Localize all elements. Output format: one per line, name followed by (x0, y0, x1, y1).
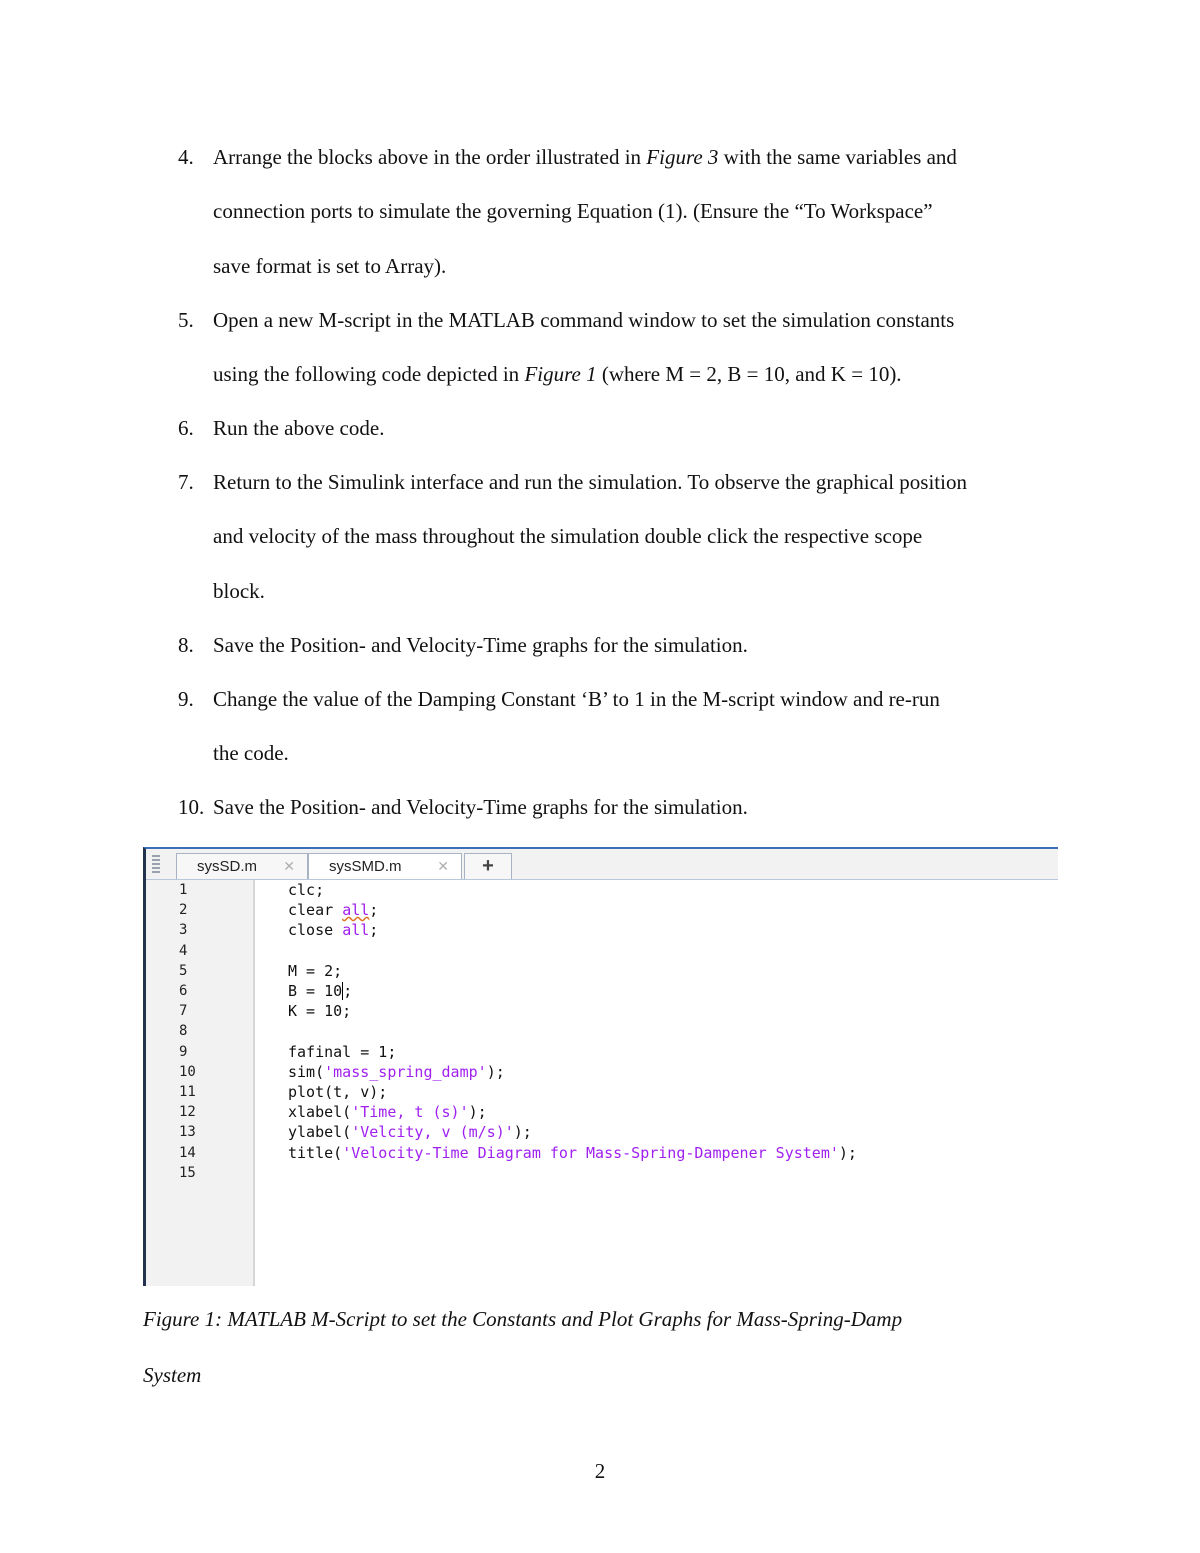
step-number: 10. (178, 795, 205, 819)
step-text: using the following code depicted in (213, 362, 525, 386)
line-number: 1 (179, 882, 188, 898)
code-line[interactable] (288, 900, 378, 920)
step-text-line (213, 414, 384, 442)
line-number: 15 (179, 1165, 196, 1181)
code-token: title( (288, 1144, 343, 1162)
step-text: Save the Position- and Velocity-Time graphs for the simulation. (213, 795, 748, 819)
step-text: save format is set to Array). (213, 254, 447, 278)
figure-caption (143, 1305, 1043, 1387)
code-token: ); (486, 1063, 505, 1081)
caption-line-1: Figure 1: MATLAB M-Script to set the Constants and Plot Graphs for Mass-Spring-Damp (143, 1307, 903, 1331)
line-number: 7 (179, 1003, 188, 1019)
code-token: M = 2; (288, 962, 343, 980)
code-token: ; (369, 901, 379, 919)
code-line[interactable] (288, 1082, 387, 1102)
step-number: 4. (178, 145, 194, 169)
close-icon[interactable]: ✕ (437, 858, 449, 874)
code-token: close (288, 921, 343, 939)
tab-syssmd[interactable] (308, 853, 462, 879)
figure-reference: Figure 3 (646, 145, 719, 169)
editor-tab-bar (146, 849, 1058, 880)
line-number: 14 (179, 1145, 196, 1161)
line-number: 3 (179, 922, 188, 938)
line-number: 4 (179, 943, 188, 959)
line-number: 8 (179, 1023, 188, 1039)
step-text: and velocity of the mass throughout the simulation double click the respective scope (213, 524, 923, 548)
tab-label: sysSMD.m (329, 858, 402, 875)
close-icon[interactable]: ✕ (283, 858, 295, 874)
step-text-line (213, 143, 957, 171)
step-text-line (213, 739, 289, 767)
line-number: 5 (179, 963, 188, 979)
step-text: with the same variables and (718, 145, 957, 169)
step-text-line (213, 468, 967, 496)
code-line[interactable] (288, 1122, 532, 1142)
new-tab-button[interactable]: + (464, 853, 512, 879)
step-text-line (213, 685, 940, 713)
code-line[interactable] (288, 880, 324, 900)
caption-line-2: System (143, 1363, 202, 1387)
code-token: ); (468, 1103, 487, 1121)
step-number: 9. (178, 687, 194, 711)
step-text-line (213, 306, 954, 334)
code-keyword: all (342, 921, 370, 939)
step-text-line (213, 793, 748, 821)
code-line[interactable] (288, 1042, 396, 1062)
code-token: B = 10 (288, 982, 343, 1000)
code-token: ; (343, 982, 353, 1000)
code-line[interactable] (288, 1062, 505, 1082)
step-text-line (213, 522, 922, 550)
code-string: 'mass_spring_damp' (324, 1063, 487, 1081)
code-token: ); (838, 1144, 857, 1162)
code-token: clc; (288, 881, 325, 899)
code-string: 'Velocity-Time Diagram for Mass-Spring-Dampener System' (342, 1144, 839, 1162)
code-string: 'Velcity, v (m/s)' (351, 1123, 514, 1141)
code-line[interactable] (288, 1143, 857, 1163)
matlab-editor-screenshot (143, 847, 1058, 1286)
code-string: 'Time, t (s)' (351, 1103, 469, 1121)
line-number: 13 (179, 1124, 196, 1140)
figure-reference: Figure 1 (524, 362, 597, 386)
step-number: 5. (178, 308, 194, 332)
step-text: (where M = 2, B = 10, and K = 10). (596, 362, 902, 386)
tab-syssd[interactable] (176, 853, 308, 879)
line-number: 9 (179, 1044, 188, 1060)
code-token: plot(t, v); (288, 1083, 388, 1101)
step-text: Arrange the blocks above in the order illustrated in (213, 145, 647, 169)
step-number: 6. (178, 416, 194, 440)
tab-label: sysSD.m (197, 858, 257, 875)
step-text: Run the above code. (213, 416, 385, 440)
code-line[interactable] (288, 981, 352, 1001)
step-text: Open a new M-script in the MATLAB command window to set the simulation constants (213, 308, 955, 332)
code-token: ); (513, 1123, 532, 1141)
code-token: ylabel( (288, 1123, 352, 1141)
line-number: 2 (179, 902, 188, 918)
drag-grip-icon[interactable] (152, 855, 160, 873)
line-number: 11 (179, 1084, 196, 1100)
line-number-gutter (146, 880, 255, 1286)
code-line[interactable] (288, 1001, 351, 1021)
step-text: the code. (213, 741, 289, 765)
line-number: 10 (179, 1064, 196, 1080)
code-token: fafinal = 1; (288, 1043, 397, 1061)
step-number: 8. (178, 633, 194, 657)
step-text: Return to the Simulink interface and run the simulation. To observe the graphical position (213, 470, 967, 494)
code-line[interactable] (288, 1102, 487, 1122)
line-number: 12 (179, 1104, 196, 1120)
step-text-line (213, 360, 902, 388)
step-text: connection ports to simulate the governing Equation (1). (Ensure the “To Workspace” (213, 199, 933, 223)
step-text-line (213, 252, 446, 280)
step-text: block. (213, 579, 265, 603)
step-text-line (213, 577, 265, 605)
code-line[interactable] (288, 961, 342, 981)
step-number: 7. (178, 470, 194, 494)
line-number: 6 (179, 983, 188, 999)
code-token: sim( (288, 1063, 325, 1081)
step-text-line (213, 197, 933, 225)
step-text-line (213, 631, 748, 659)
code-token: clear (288, 901, 343, 919)
code-token: xlabel( (288, 1103, 352, 1121)
code-token: ; (369, 921, 379, 939)
code-token: K = 10; (288, 1002, 352, 1020)
code-keyword: all (342, 901, 370, 919)
step-text: Change the value of the Damping Constant ‘B’ to 1 in the M-script window and re-run (213, 687, 940, 711)
page-number: 2 (594, 1459, 606, 1483)
code-line[interactable] (288, 920, 378, 940)
step-text: Save the Position- and Velocity-Time graphs for the simulation. (213, 633, 748, 657)
